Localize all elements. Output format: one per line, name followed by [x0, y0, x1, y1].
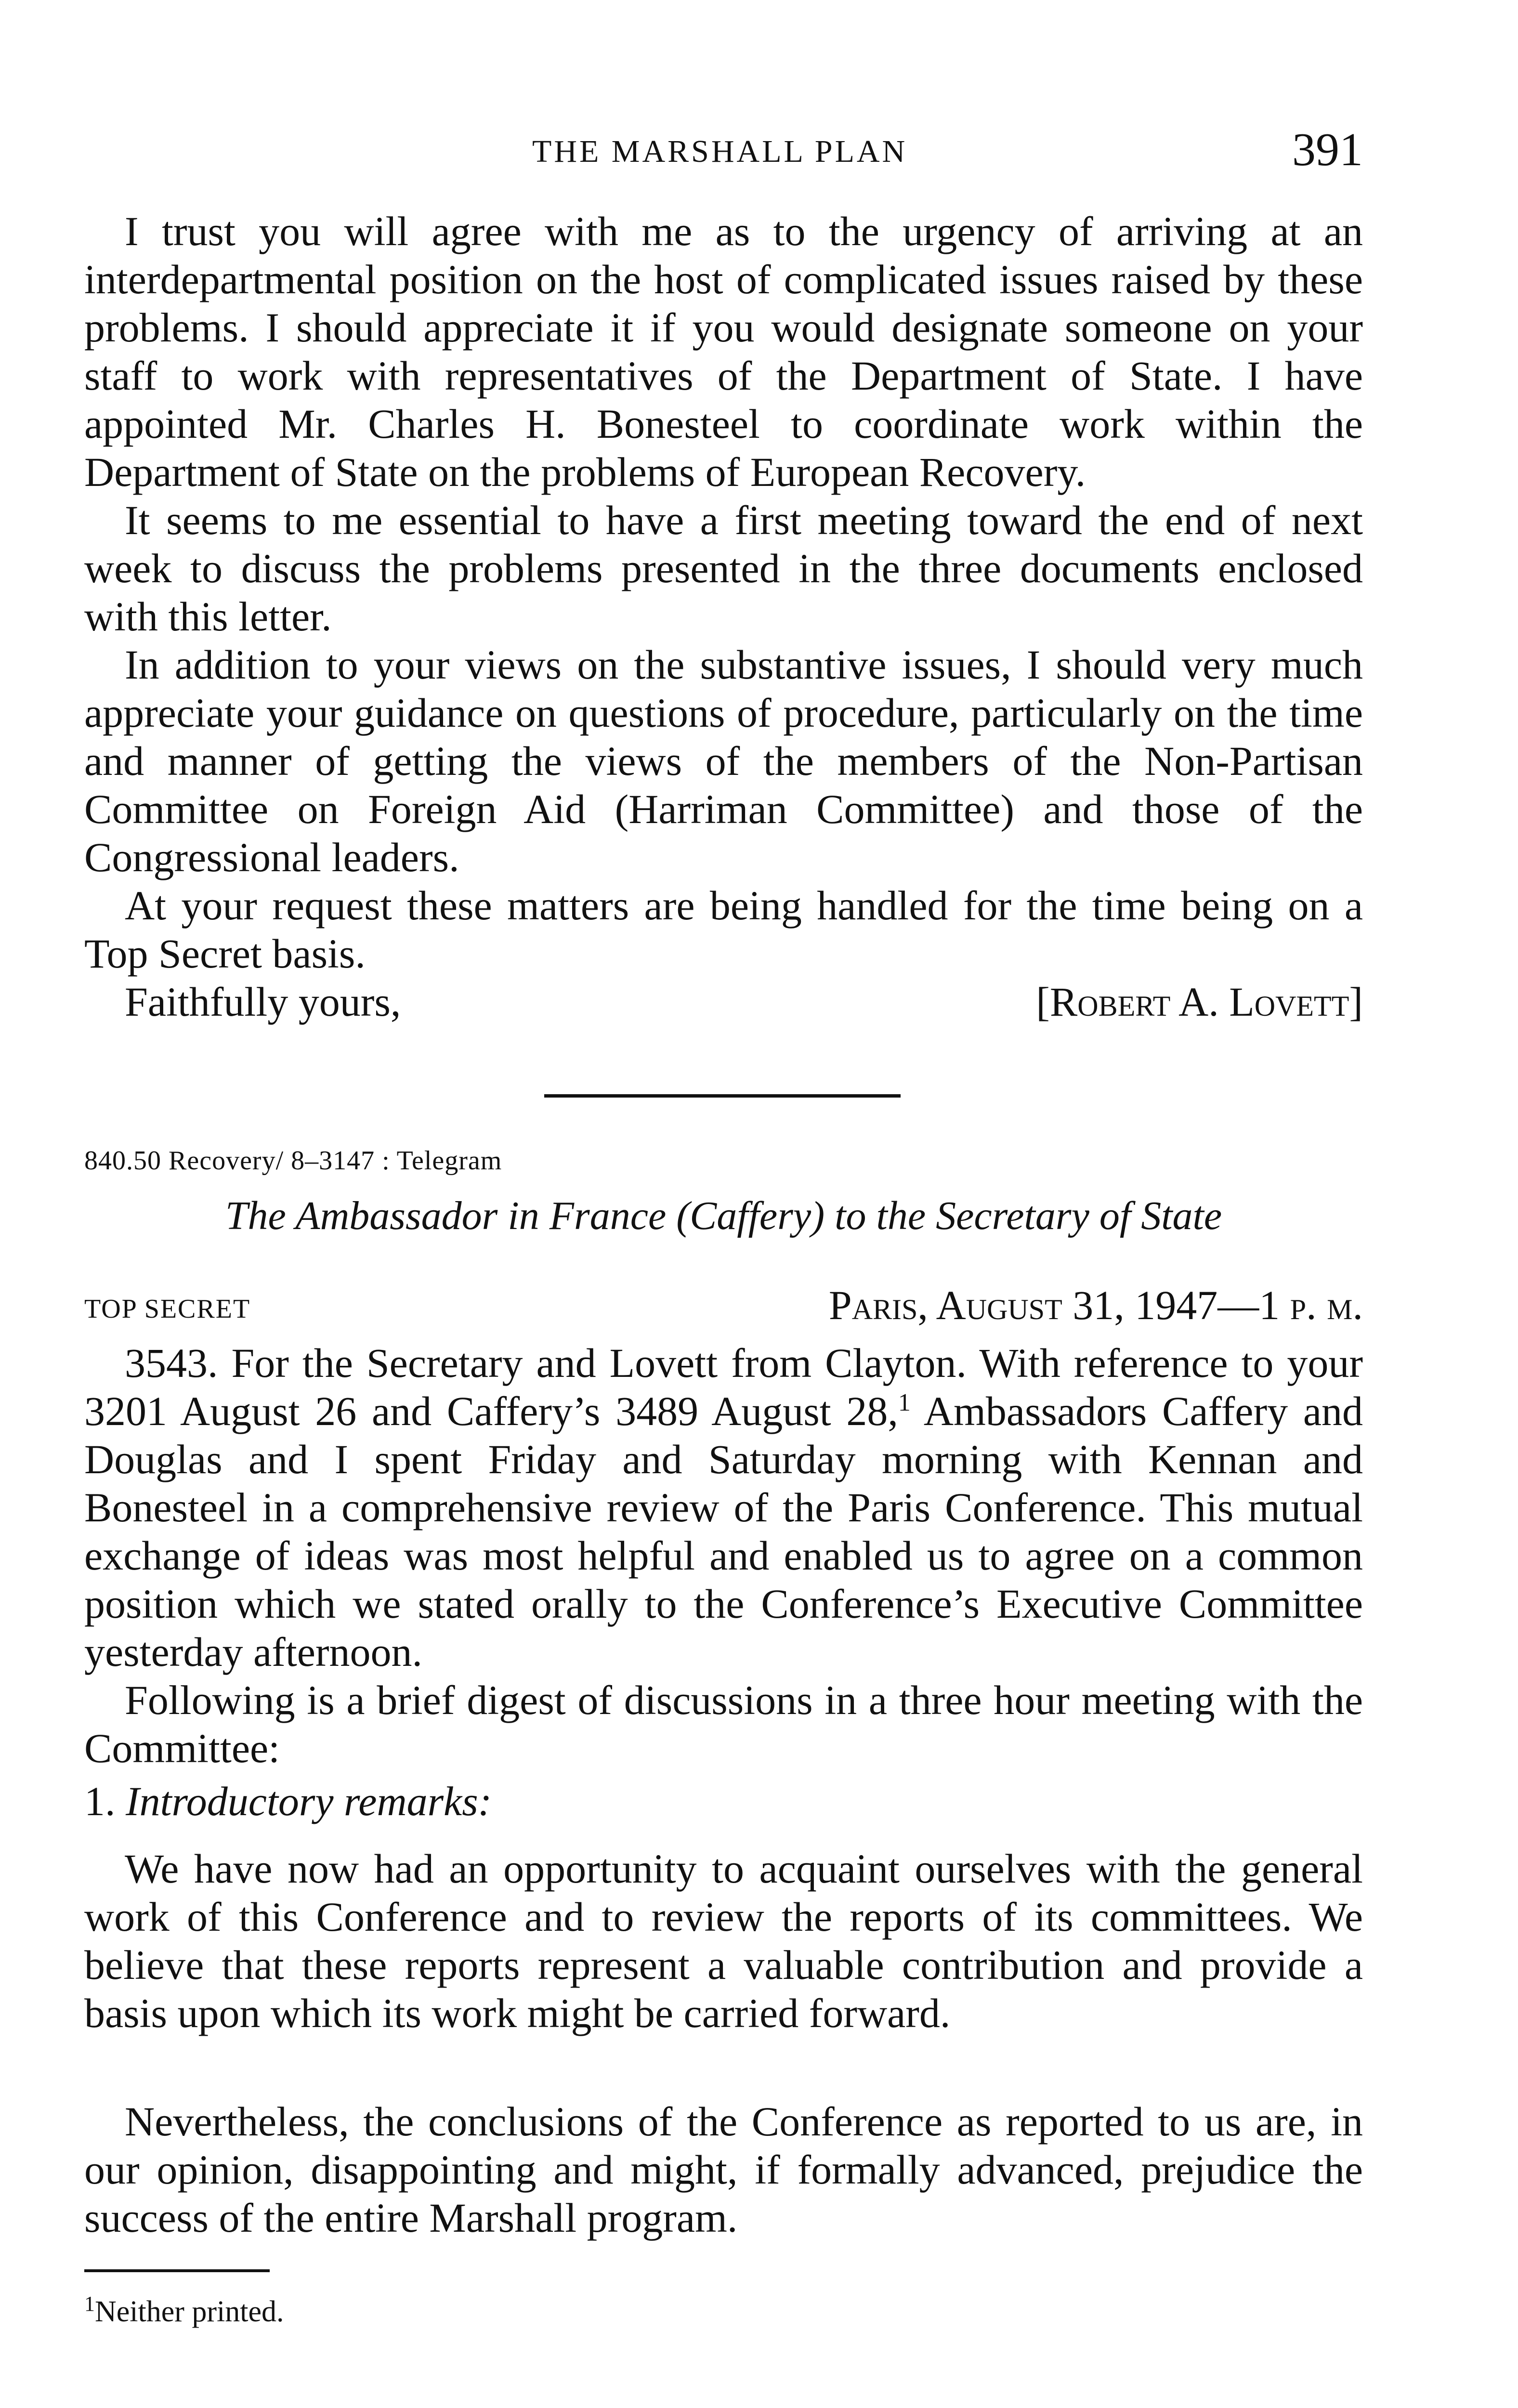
footnote-rule — [84, 2269, 270, 2272]
classification-label: TOP SECRET — [84, 1294, 251, 1324]
section-divider — [544, 1094, 901, 1098]
letter-paragraph-4: At your request these matters are being handled for the time being on a Top Secret basis. — [84, 882, 1363, 977]
section-title: Introductory remarks: — [126, 1778, 492, 1824]
running-head — [84, 123, 1363, 176]
telegram-paragraph-1 — [84, 1339, 1363, 1676]
telegram-paragraph-3: We have now had an opportunity to acquaint ourselves with the general work of this Conference and to review the reports of its committees. We believe that these reports represent a valuable contribution and provide a basis upon which its work might be carried forward. — [84, 1845, 1363, 2036]
running-title: THE MARSHALL PLAN — [532, 134, 908, 169]
footnote — [84, 2292, 284, 2331]
file-reference: 840.50 Recovery/ 8–3147 : Telegram — [84, 1146, 502, 1176]
footnote-marker: 1 — [84, 2292, 95, 2316]
letter-paragraph-1: I trust you will agree with me as to the urgency of arriving at an interdepartmental position on the host of complicated issues raised by these problems. I should appreciate it if you would designate someone on your staff to work with representatives of the Department of State. I have appointed Mr. Charles H. Bonesteel to coordinate work within the Department of State on the problems of European Recovery. — [84, 208, 1363, 495]
footnote-reference: 1 — [898, 1389, 911, 1416]
letter-paragraph-2: It seems to me essential to have a first meeting toward the end of next week to discuss the problems presented in the three documents enclosed with this letter. — [84, 497, 1363, 640]
telegram-paragraph-4: Nevertheless, the conclusions of the Conference as reported to us are, in our opinion, disappointing and might, if formally advanced, prejudice the success of the entire Marshall program. — [84, 2098, 1363, 2241]
telegram-paragraph-1-continuation: Ambassadors Caffery and Douglas and I spent Friday and Saturday morning with Kennan and Bonesteel in a comprehensive review of the Paris Conference. This mutual exchange of ideas was most helpful and enabled us to agree on a common position which we stated orally to the Conference’s Executive Committee yesterday afternoon. — [84, 1388, 1363, 1675]
section-number: 1. — [84, 1778, 116, 1824]
signature: [Robert A. Lovett] — [1036, 979, 1363, 1025]
letter-paragraph-3: In addition to your views on the substantive issues, I should very much appreciate your guidance on questions of procedure, particularly on the time and manner of getting the views of the members of the Non-Partisan Committee on Foreign Aid (Harriman Committee) and those of the Congressional leaders. — [84, 641, 1363, 880]
place-and-date: Paris, August 31, 1947—1 p. m. — [828, 1282, 1363, 1328]
dateline — [84, 1281, 1363, 1334]
letter-closing-line — [84, 978, 1363, 1031]
section-heading — [84, 1777, 492, 1825]
document-title: The Ambassador in France (Caffery) to the Secretary of State — [225, 1193, 1222, 1238]
page-number: 391 — [1292, 124, 1363, 176]
telegram-paragraph-2: Following is a brief digest of discussions in a three hour meeting with the Committee: — [84, 1677, 1363, 1771]
complimentary-close: Faithfully yours, — [125, 979, 401, 1025]
footnote-text: Neither printed. — [95, 2295, 284, 2328]
telegram-paragraph-1-text: 3543. For the Secretary and Lovett from Clayton. With reference to your 3201 August 26 and Caffery’s 3489 August 28, — [84, 1340, 1363, 1434]
